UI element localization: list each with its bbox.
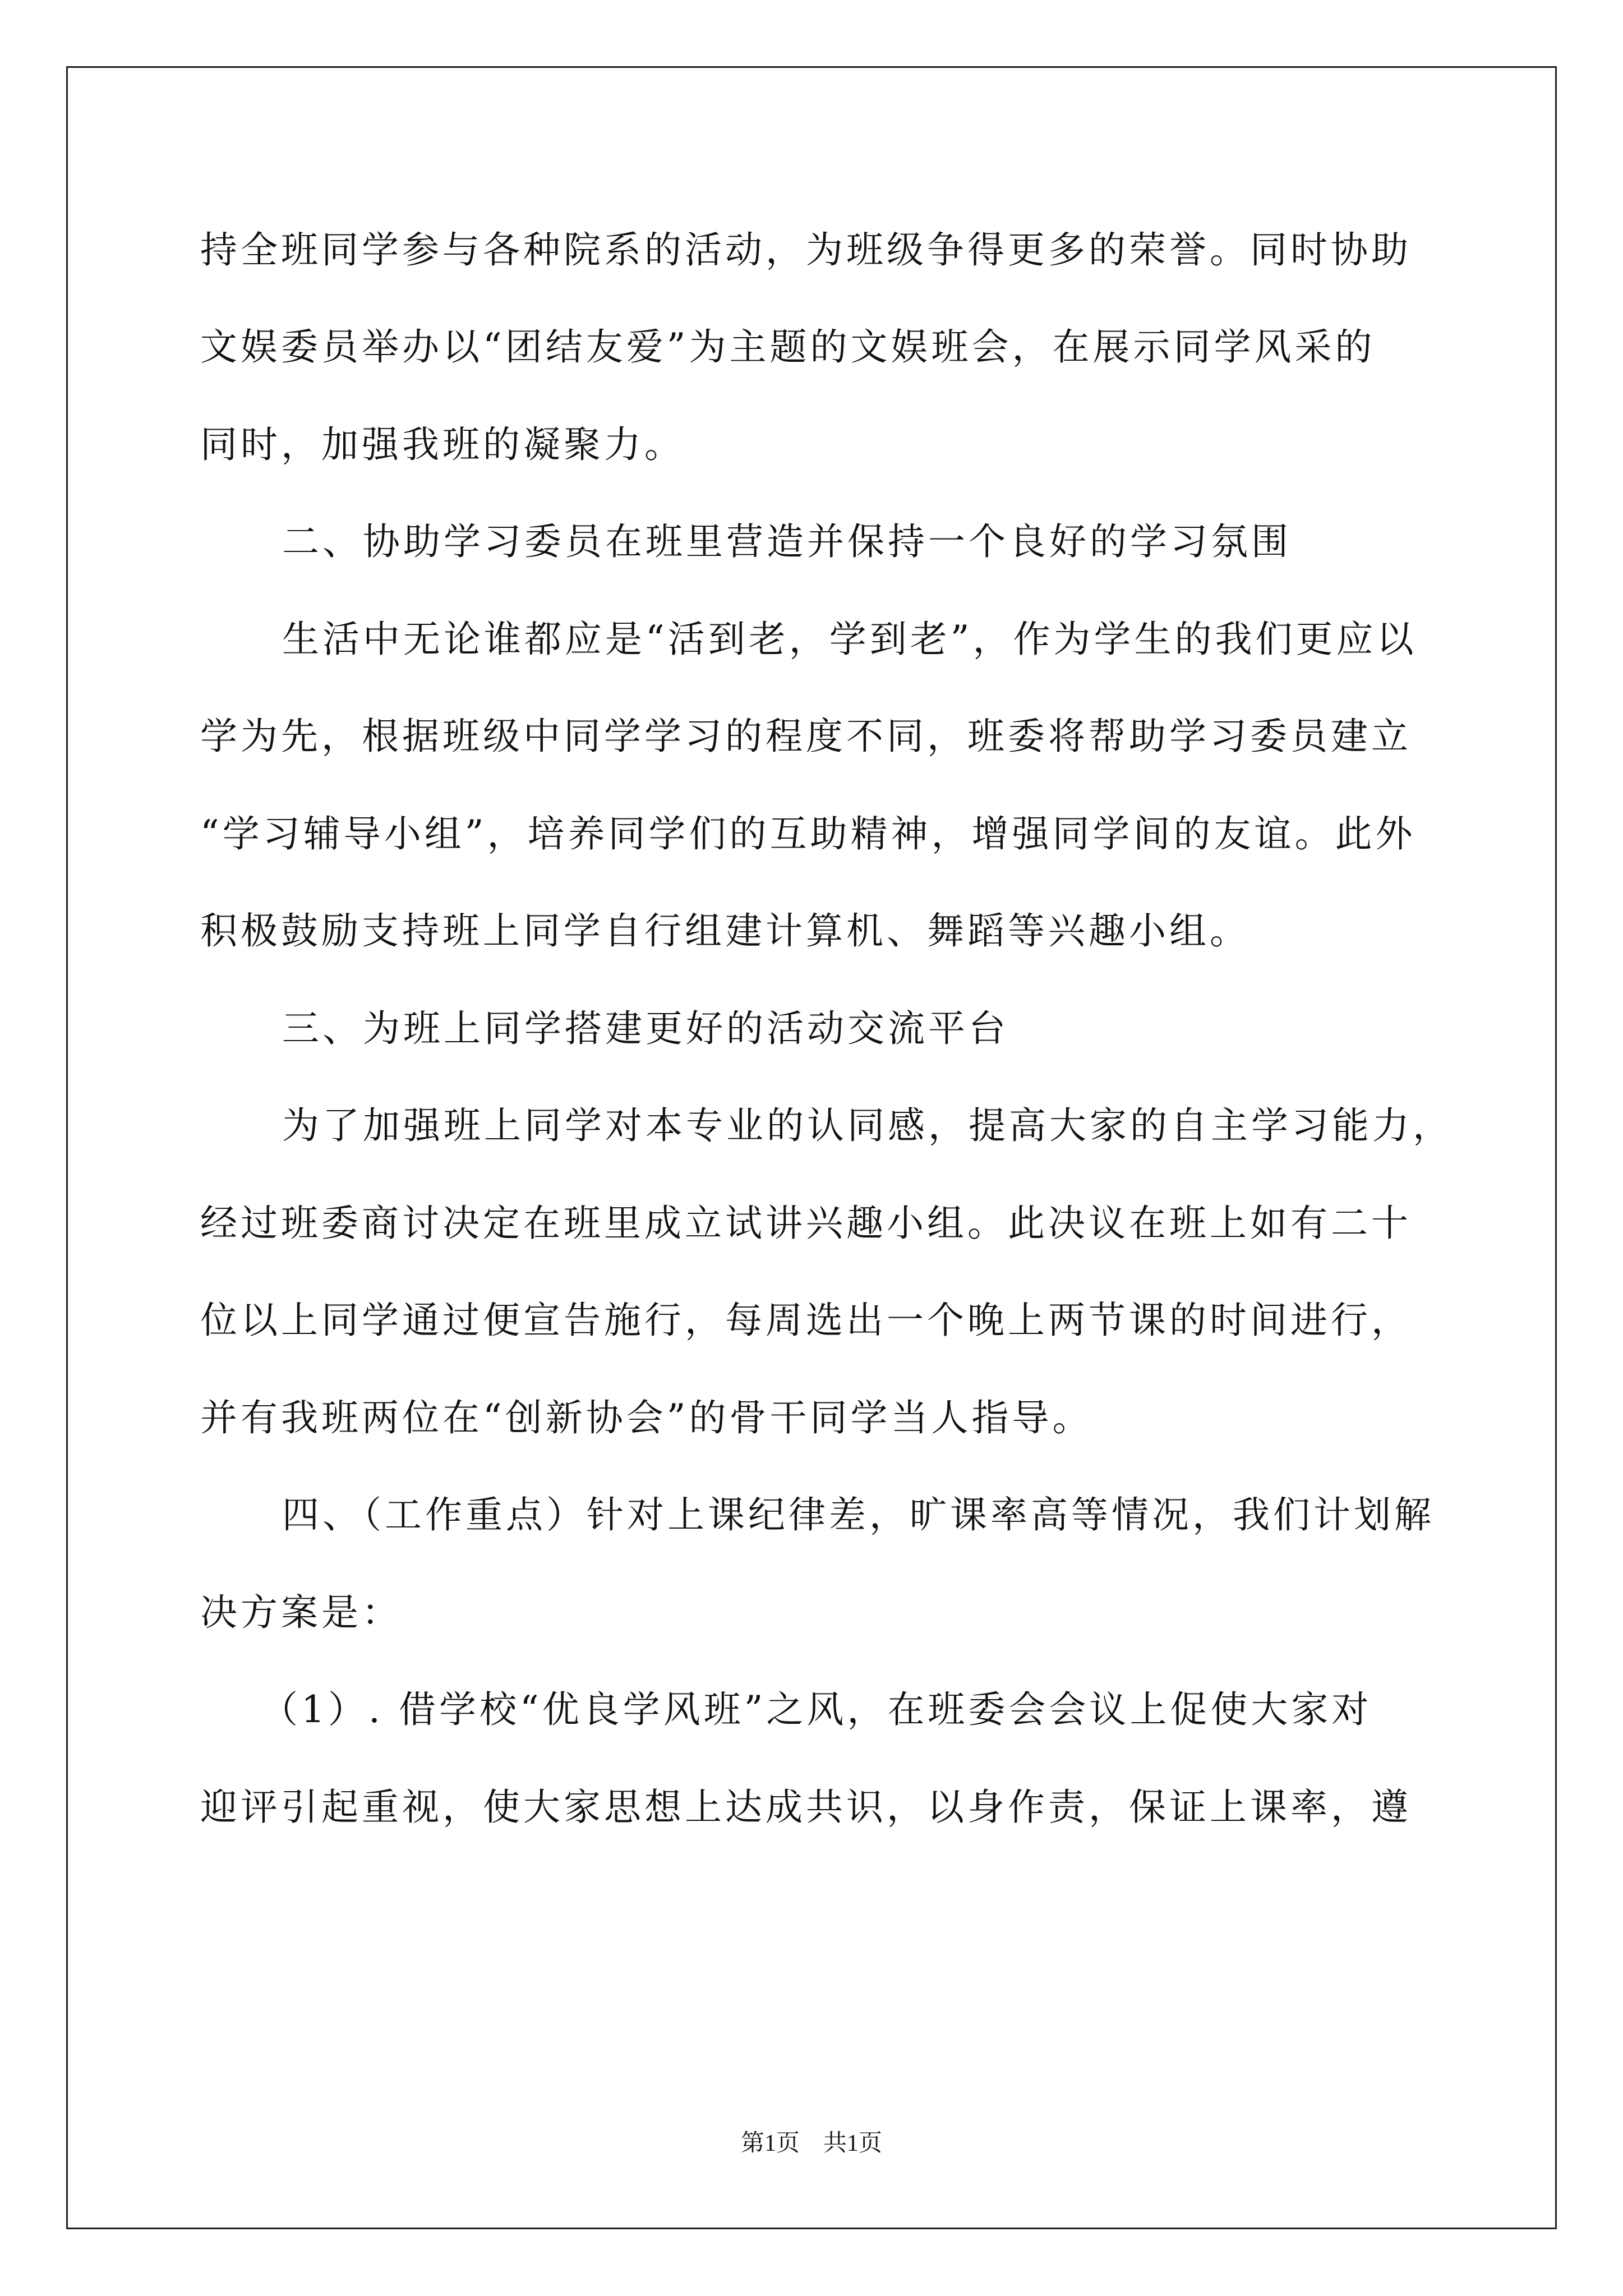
paragraph-line-7: “学习辅导小组”，培养同学们的互助精神，增强同学间的友谊。此外	[200, 812, 1416, 855]
section-heading-3: 三、为班上同学搭建更好的活动交流平台	[282, 1007, 1009, 1050]
page-border	[66, 66, 1557, 2229]
paragraph-line-8: 积极鼓励支持班上同学自行组建计算机、舞蹈等兴趣小组。	[200, 909, 1250, 953]
paragraph-line-15: 决方案是：	[200, 1591, 402, 1634]
paragraph-line-10: 为了加强班上同学对本专业的认同感，提高大家的自主学习能力，	[282, 1104, 1453, 1147]
paragraph-line-17: 迎评引起重视，使大家思想上达成共识，以身作责，保证上课率，遵	[200, 1786, 1412, 1829]
list-item-1: （1）. 借学校“优良学风班”之风，在班委会会议上促使大家对	[261, 1688, 1372, 1731]
paragraph-line-13: 并有我班两位在“创新协会”的骨干同学当人指导。	[200, 1396, 1093, 1439]
paragraph-line-11: 经过班委商讨决定在班里成立试讲兴趣小组。此决议在班上如有二十	[200, 1202, 1412, 1245]
section-heading-2: 二、协助学习委员在班里营造并保持一个良好的学习氛围	[282, 520, 1292, 563]
paragraph-line-12: 位以上同学通过便宣告施行，每周选出一个晚上两节课的时间进行，	[200, 1299, 1412, 1342]
paragraph-line-5: 生活中无论谁都应是“活到老，学到老”，作为学生的我们更应以	[282, 618, 1417, 661]
paragraph-line-1: 持全班同学参与各种院系的活动，为班级争得更多的荣誉。同时协助	[200, 228, 1412, 272]
page-footer: 第1页 共1页	[740, 2131, 882, 2156]
section-heading-4: 四、（工作重点）针对上课纪律差，旷课率高等情况，我们计划解	[282, 1493, 1435, 1536]
paragraph-line-2: 文娱委员举办以“团结友爱”为主题的文娱班会，在展示同学风采的	[200, 325, 1376, 369]
paragraph-line-6: 学为先，根据班级中同学学习的程度不同，班委将帮助学习委员建立	[200, 715, 1412, 758]
paragraph-line-3: 同时，加强我班的凝聚力。	[200, 423, 685, 466]
